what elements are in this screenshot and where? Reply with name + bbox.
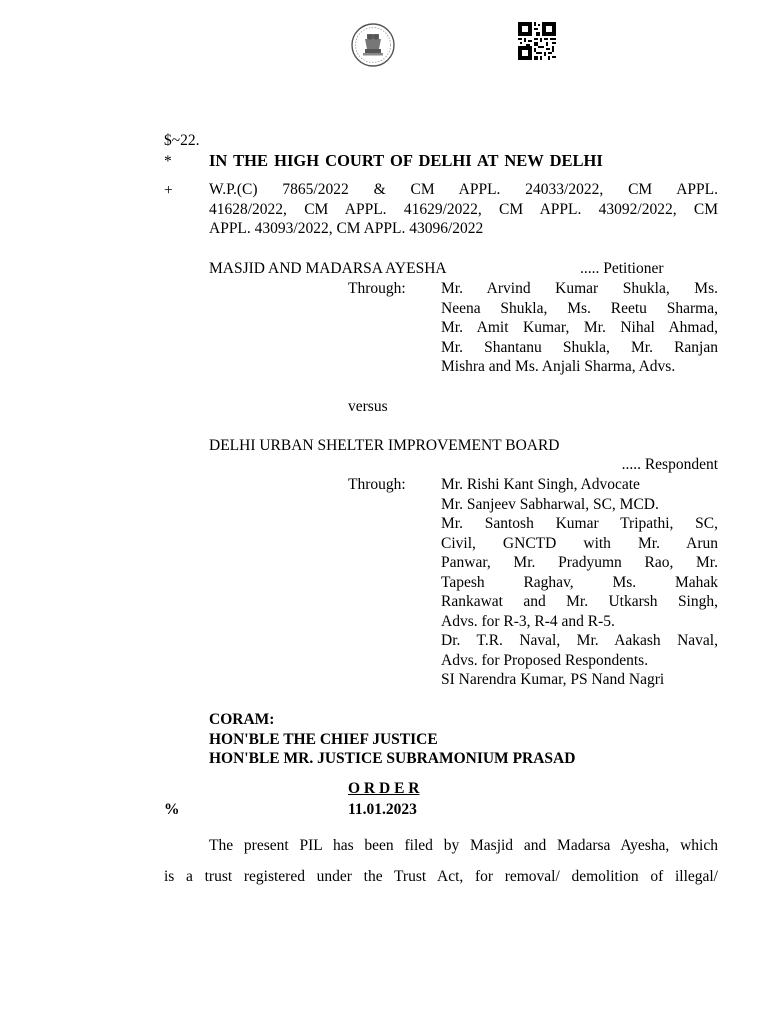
counsel-line: Mr. Amit Kumar, Mr. Nihal Ahmad, [441,319,718,336]
respondent-counsel [441,475,718,690]
order-body [164,830,718,892]
respondent-through-label: Through: [348,476,406,493]
court-title: IN THE HIGH COURT OF DELHI AT NEW DELHI [209,151,603,170]
case-line: 41628/2022, CM APPL. 41629/2022, CM APPL. 43092/2022, CM [209,200,718,218]
counsel-line: Mr. Santosh Kumar Tripathi, SC, [441,515,718,532]
petitioner-through-label: Through: [348,280,406,297]
counsel-line: Mr. Sanjeev Sabharwal, SC, MCD. [441,495,659,513]
coram-label: CORAM: [209,711,275,728]
counsel-line: Mr. Rishi Kant Singh, Advocate [441,476,640,493]
counsel-line: SI Narendra Kumar, PS Nand Nagri [441,671,665,688]
coram-block [209,710,575,769]
document-marker: $~22. [164,132,200,149]
case-line: W.P.(C) 7865/2022 & CM APPL. 24033/2022, CM APPL. [209,181,718,198]
counsel-line: Mr. Shantanu Shukla, Mr. Ranjan [441,338,718,356]
petitioner-role: ..... Petitioner [580,260,664,277]
counsel-line: Tapesh Raghav, Ms. Mahak [441,573,718,591]
counsel-line: Advs. for Proposed Respondents. [441,651,649,669]
versus-label: versus [348,398,388,415]
counsel-line: Civil, GNCTD with Mr. Arun [441,534,718,552]
coram-judge: HON'BLE MR. JUSTICE SUBRAMONIUM PRASAD [209,750,576,767]
order-title: O R D E R [348,780,420,797]
case-numbers [209,180,718,239]
respondent-role: ..... Respondent [621,456,718,473]
petitioner-counsel [441,279,718,377]
coram-judge: HON'BLE THE CHIEF JUSTICE [209,730,438,748]
qr-code-icon [518,22,556,60]
counsel-line: Neena Shukla, Ms. Reetu Sharma, [441,299,718,317]
respondent-name: DELHI URBAN SHELTER IMPROVEMENT BOARD [209,437,560,454]
counsel-line: Dr. T.R. Naval, Mr. Aakash Naval, [441,632,718,649]
body-line: The present PIL has been filed by Masjid and Madarsa Ayesha, which [209,837,718,854]
case-line: APPL. 43093/2022, CM APPL. 43096/2022 [209,220,484,237]
court-emblem-icon [350,22,396,68]
counsel-line: Mr. Arvind Kumar Shukla, Ms. [441,280,718,297]
star-marker: * [164,153,172,170]
counsel-line: Advs. for R-3, R-4 and R-5. [441,612,615,630]
counsel-line: Panwar, Mr. Pradyumn Rao, Mr. [441,554,718,571]
counsel-line: Rankawat and Mr. Utkarsh Singh, [441,593,718,610]
body-line: is a trust registered under the Trust Act, for removal/ demolition of illegal/ [164,868,718,885]
plus-marker: + [164,182,173,199]
percent-marker: % [164,801,180,818]
order-date: 11.01.2023 [348,801,417,818]
counsel-line: Mishra and Ms. Anjali Sharma, Advs. [441,358,676,375]
petitioner-name: MASJID AND MADARSA AYESHA [209,260,447,277]
